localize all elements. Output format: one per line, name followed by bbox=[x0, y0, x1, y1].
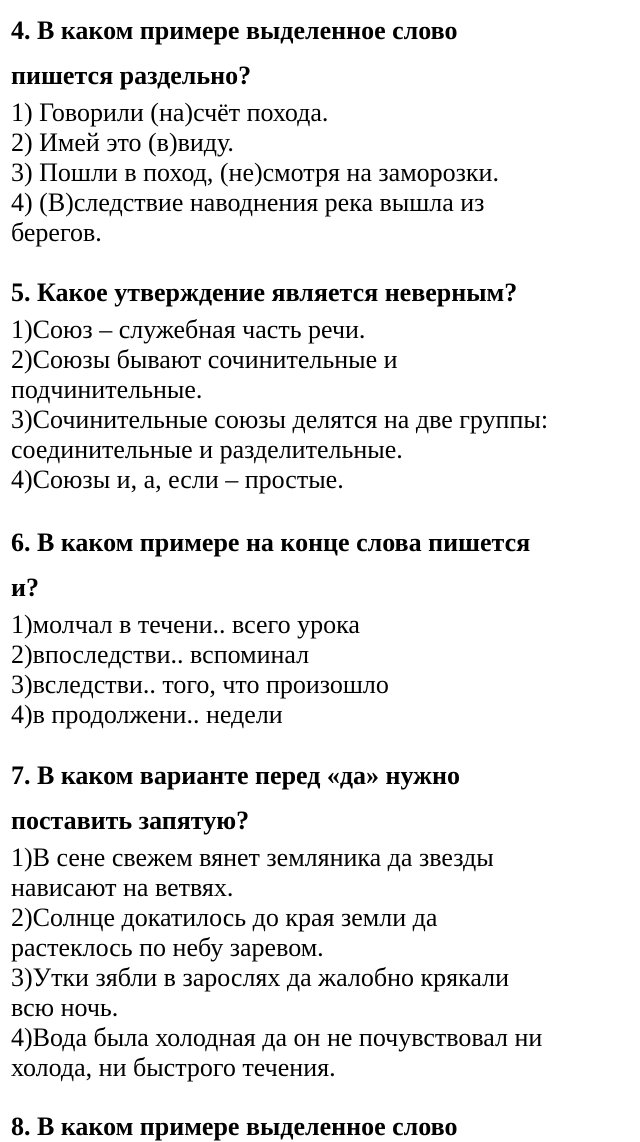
question-4-answer-4: 4) (В)следствие наводнения река вышла из берегов. bbox=[11, 188, 485, 247]
question-7-answer-3: 3)Утки зябли в зарослях да жалобно крякали всю ночь. bbox=[11, 963, 509, 1022]
question-6-title bbox=[11, 520, 636, 610]
question-6-answer-1: 1)молчал в течени.. всего урока bbox=[11, 610, 360, 639]
question-7-answer-1: 1)В сене свежем вянет земляника да звезды нависают на ветвях. bbox=[11, 843, 494, 902]
question-7-answer-4: 4)Вода была холодная да он не почувствовал ни холода, ни быстрого течения. bbox=[11, 1023, 543, 1082]
question-4-title bbox=[11, 8, 636, 98]
question-7-title bbox=[11, 753, 636, 843]
question-4-title-line1: 4. В каком примере выделенное слово bbox=[11, 16, 458, 45]
question-5-answer-2: 2)Союзы бывают сочинительные и подчинительные. bbox=[11, 345, 398, 404]
question-6-answer-2: 2)впоследстви.. вспоминал bbox=[11, 640, 310, 669]
question-6-title-line1: 6. В каком примере на конце слова пишется bbox=[11, 528, 531, 557]
question-4-answers bbox=[11, 98, 636, 248]
question-6 bbox=[11, 520, 636, 730]
question-6-answer-3: 3)вследстви.. того, что произошло bbox=[11, 670, 389, 699]
question-8 bbox=[11, 1112, 636, 1142]
question-6-answers bbox=[11, 610, 636, 730]
question-4 bbox=[11, 8, 636, 248]
question-5-answers bbox=[11, 315, 636, 495]
question-4-title-line2: пишется раздельно? bbox=[11, 61, 252, 90]
question-7-title-line2: поставить запятую? bbox=[11, 806, 250, 835]
question-5-answer-1: 1)Союз – служебная часть речи. bbox=[11, 315, 366, 344]
question-6-title-line2: и? bbox=[11, 573, 39, 602]
question-4-answer-3: 3) Пошли в поход, (не)смотря на заморозки. bbox=[11, 158, 499, 187]
question-7-answers bbox=[11, 843, 636, 1083]
question-8-title: 8. В каком примере выделенное слово bbox=[11, 1112, 458, 1141]
question-5-title: 5. Какое утверждение является неверным? bbox=[11, 278, 518, 307]
question-5-answer-4: 4)Союзы и, а, если – простые. bbox=[11, 465, 344, 494]
question-6-answer-4: 4)в продолжени.. недели bbox=[11, 700, 283, 729]
question-7-answer-2: 2)Солнце докатилось до края земли да растеклось по небу заревом. bbox=[11, 903, 438, 962]
question-4-answer-1: 1) Говорили (на)счёт похода. bbox=[11, 98, 329, 127]
question-4-answer-2: 2) Имей это (в)виду. bbox=[11, 128, 234, 157]
question-7 bbox=[11, 753, 636, 1083]
question-5-answer-3: 3)Сочинительные союзы делятся на две группы: соединительные и разделительные. bbox=[11, 405, 549, 464]
question-5 bbox=[11, 278, 636, 495]
question-7-title-line1: 7. В каком варианте перед «да» нужно bbox=[11, 761, 461, 790]
